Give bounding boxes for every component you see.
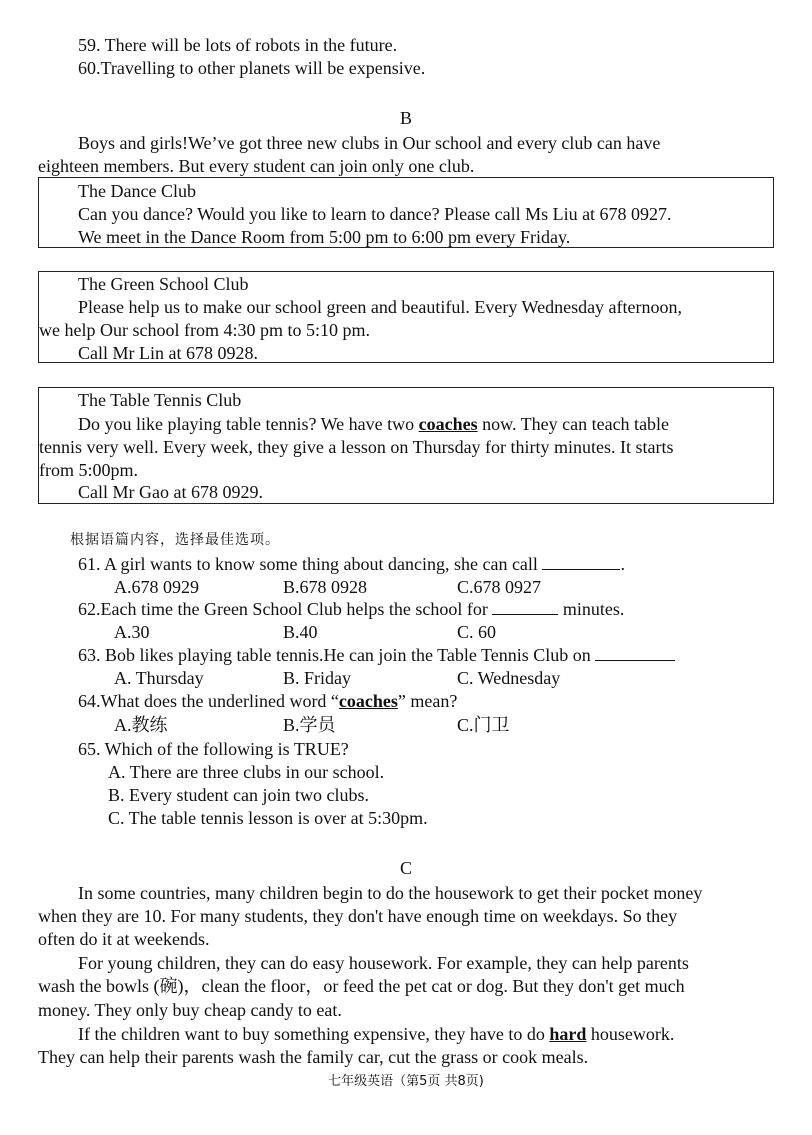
dance-club-title: The Dance Club [78, 181, 196, 201]
section-b-intro-line2: eighteen members. But every student can join only one club. [38, 156, 475, 176]
section-b-intro-line1: Boys and girls!We’ve got three new clubs in Our school and every club can have [78, 133, 661, 153]
question-59: 59. There will be lots of robots in the future. [78, 35, 398, 55]
green-club-title: The Green School Club [78, 274, 249, 294]
q65-option-b: B. Every student can join two clubs. [108, 785, 369, 805]
section-c-p1-line1: In some countries, many children begin to do the housework to get their pocket money [78, 883, 703, 903]
question-62 [78, 598, 624, 621]
answer-blank-61 [542, 553, 620, 570]
section-c-p2-line2: wash the bowls (碗)，clean the floor，or feed the pet cat or dog. But they don't get much [38, 976, 685, 996]
underlined-word-coaches: coaches [418, 414, 478, 434]
tennis-club-title: The Table Tennis Club [78, 390, 242, 410]
section-c-p2-line3: money. They only buy cheap candy to eat. [38, 1000, 342, 1020]
answer-blank-62 [492, 598, 558, 615]
instruction-text: 根据语篇内容，选择最佳选项。 [70, 532, 280, 548]
section-c-p1-line2: when they are 10. For many students, they don't have enough time on weekdays. So they [38, 906, 678, 926]
q61-option-c: C.678 0927 [457, 577, 542, 597]
question-61-end: . [620, 554, 625, 574]
tennis-club-line2: tennis very well. Every week, they give a lesson on Thursday for thirty minutes. It starts [39, 437, 674, 457]
q65-option-c: C. The table tennis lesson is over at 5:30pm. [108, 808, 428, 828]
question-63-stem: 63. Bob likes playing table tennis.He can join the Table Tennis Club on [78, 645, 591, 665]
q63-option-c: C. Wednesday [457, 668, 561, 688]
green-club-box [38, 271, 774, 363]
question-64 [78, 690, 457, 713]
section-c-p2-line1: For young children, they can do easy housework. For example, they can help parents [78, 953, 689, 973]
green-club-line1: Please help us to make our school green and beautiful. Every Wednesday afternoon, [78, 297, 683, 317]
page-footer: 七年级英语（第5页 共8页) [328, 1074, 484, 1089]
q64-option-a: A.教练 [114, 715, 168, 735]
dance-club-line1: Can you dance? Would you like to learn to dance? Please call Ms Liu at 678 0927. [78, 204, 672, 224]
section-c-p3-line1 [78, 1023, 674, 1046]
question-64-stem-pre: 64.What does the underlined word “ [78, 691, 339, 711]
dance-club-line2: We meet in the Dance Room from 5:00 pm to 6:00 pm every Friday. [78, 227, 571, 247]
tennis-club-line1 [78, 413, 669, 436]
dance-club-box [38, 177, 774, 248]
section-c-p3-line2: They can help their parents wash the family car, cut the grass or cook meals. [38, 1047, 589, 1067]
q61-option-a: A.678 0929 [114, 577, 199, 597]
section-c-heading: C [399, 858, 412, 878]
section-c-p3-post: housework. [586, 1024, 675, 1044]
section-b-heading: B [399, 108, 412, 128]
question-64-stem-post: ” mean? [397, 691, 458, 711]
section-c-p1-line3: often do it at weekends. [38, 929, 210, 949]
question-61 [78, 553, 625, 576]
question-65: 65. Which of the following is TRUE? [78, 739, 349, 759]
q62-option-a: A.30 [114, 622, 150, 642]
question-61-stem: 61. A girl wants to know some thing about dancing, she can call [78, 554, 538, 574]
tennis-club-line3: from 5:00pm. [39, 460, 138, 480]
answer-blank-63 [595, 644, 675, 661]
q65-option-a: A. There are three clubs in our school. [108, 762, 385, 782]
q62-option-c: C. 60 [457, 622, 497, 642]
underlined-word-hard: hard [549, 1024, 587, 1044]
question-62-end: minutes. [562, 599, 625, 619]
tennis-club-line4: Call Mr Gao at 678 0929. [78, 482, 263, 502]
question-60: 60.Travelling to other planets will be expensive. [78, 58, 426, 78]
q64-option-c: C.门卫 [457, 715, 510, 735]
tennis-line1-pre: Do you like playing table tennis? We have two [78, 414, 419, 434]
question-64-word: coaches [338, 691, 398, 711]
green-club-line2: we help Our school from 4:30 pm to 5:10 pm. [39, 320, 370, 340]
question-62-stem: 62.Each time the Green School Club helps the school for [78, 599, 488, 619]
q62-option-b: B.40 [283, 622, 318, 642]
green-club-line3: Call Mr Lin at 678 0928. [78, 343, 258, 363]
q64-option-b: B.学员 [283, 715, 336, 735]
question-63 [78, 644, 675, 667]
tennis-club-box [38, 387, 774, 504]
q63-option-b: B. Friday [283, 668, 352, 688]
section-c-p3-pre: If the children want to buy something expensive, they have to do [78, 1024, 550, 1044]
q63-option-a: A. Thursday [114, 668, 204, 688]
q61-option-b: B.678 0928 [283, 577, 368, 597]
tennis-line1-post: now. They can teach table [477, 414, 670, 434]
